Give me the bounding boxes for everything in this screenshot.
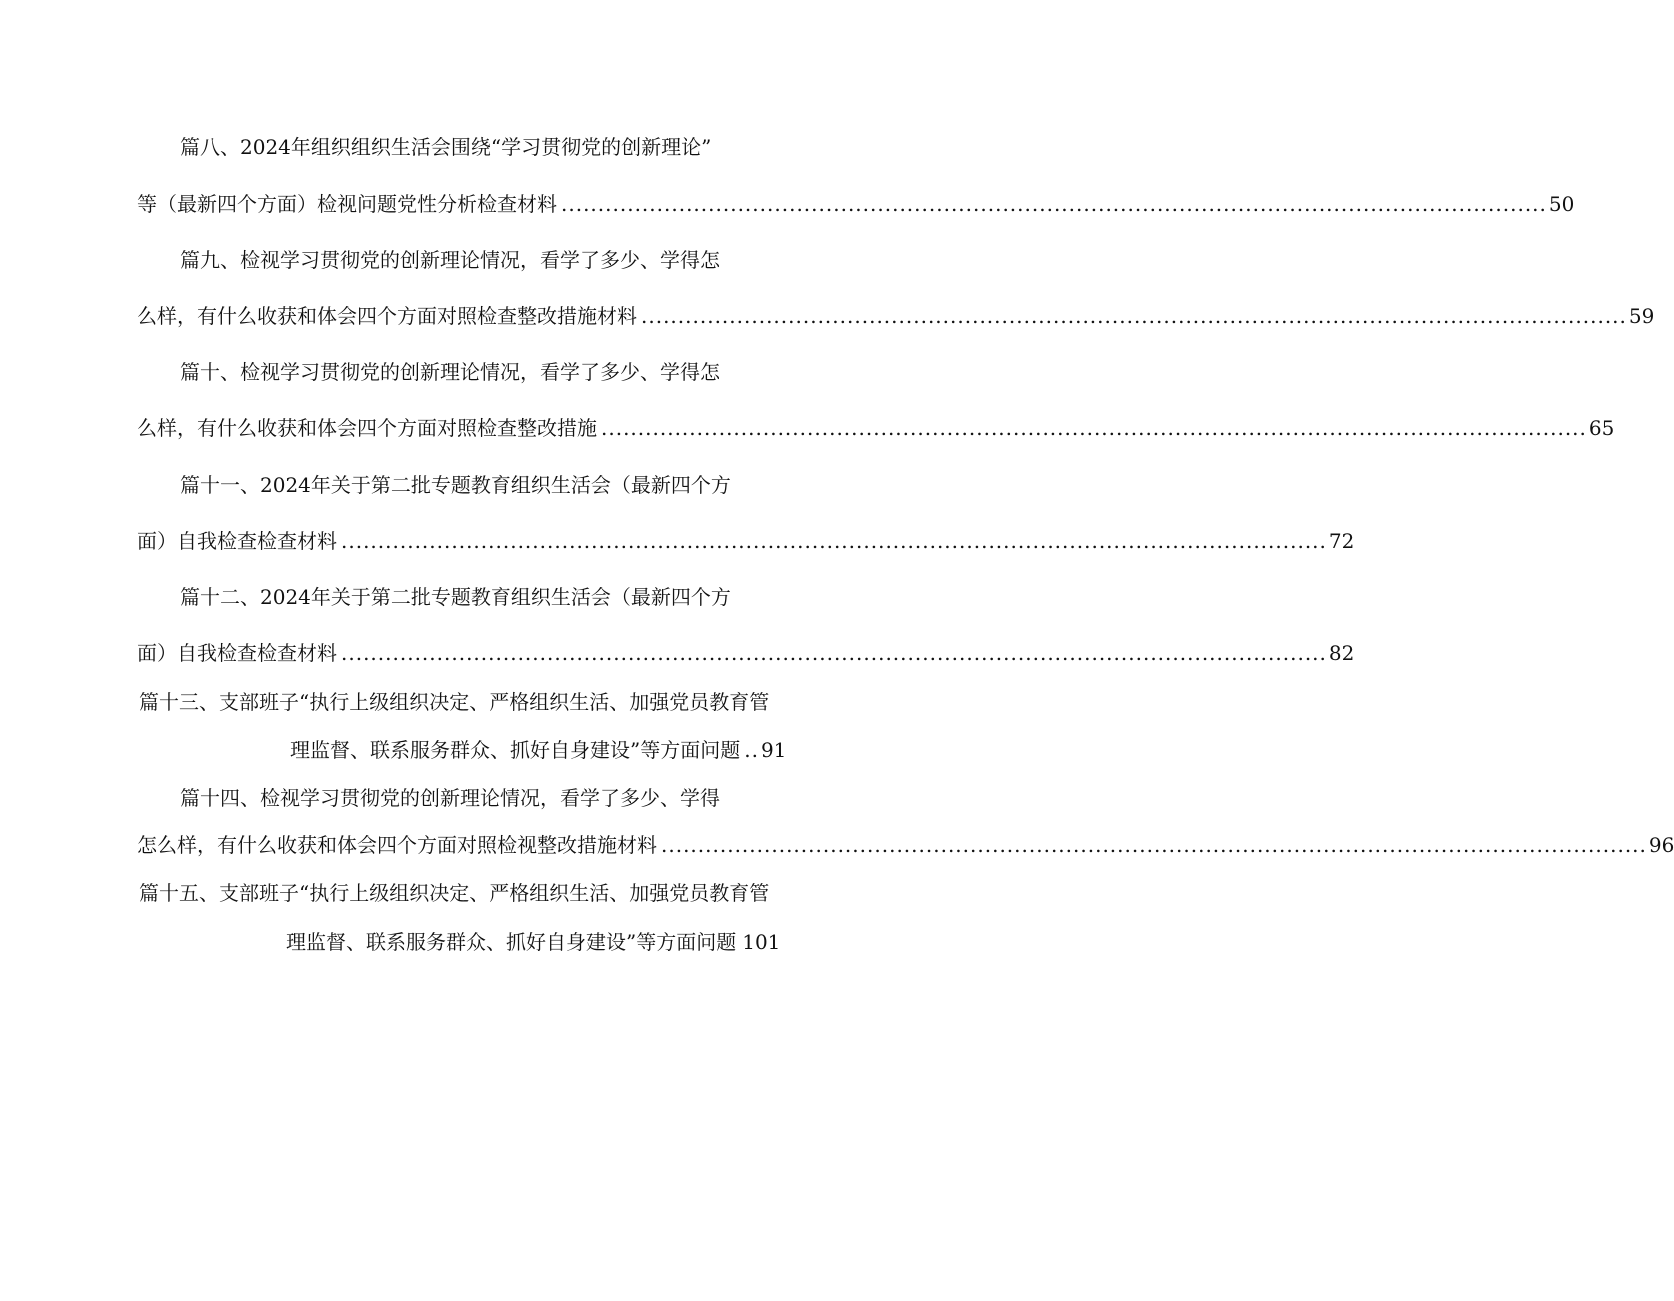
toc-entry-12-continuation[interactable]: [137, 639, 1355, 667]
toc-entry-title-line: 篇十二、2024年关于第二批专题教育组织生活会（最新四个方: [180, 585, 731, 609]
toc-page-number: 82: [1328, 641, 1355, 665]
toc-entry-title-line: 么样，有什么收获和体会四个方面对照检查整改措施: [137, 416, 597, 440]
toc-entry-title-line: 怎么样，有什么收获和体会四个方面对照检视整改措施材料: [137, 833, 657, 857]
toc-entry-title-line: 面）自我检查检查材料: [137, 641, 337, 665]
toc-entry-title-line: 么样，有什么收获和体会四个方面对照检查整改措施材料: [137, 304, 637, 328]
toc-entry-title-line: 篇八、2024年组织组织生活会围绕“学习贯彻党的创新理论”: [180, 135, 712, 159]
toc-page-number: 91: [760, 738, 787, 762]
toc-entry-15-title[interactable]: [139, 879, 769, 907]
toc-page-number: 101: [742, 930, 781, 954]
dot-leader: ......................................................................................................................................: [661, 833, 1647, 857]
toc-entry-title-line: 理监督、联系服务群众、抓好自身建设”等方面问题: [290, 738, 741, 762]
toc-page-number: 72: [1328, 529, 1355, 553]
toc-entry-8-continuation[interactable]: [137, 190, 1575, 218]
toc-entry-12-title[interactable]: [180, 583, 731, 611]
dot-leader: ......................................................................................................................................: [601, 416, 1587, 440]
toc-entry-title-line: 篇十、检视学习贯彻党的创新理论情况，看学了多少、学得怎: [180, 360, 720, 384]
toc-entry-title-line: 篇十一、2024年关于第二批专题教育组织生活会（最新四个方: [180, 473, 731, 497]
toc-entry-title-line: 面）自我检查检查材料: [137, 529, 337, 553]
toc-entry-title-line: 篇十五、支部班子“执行上级组织决定、严格组织生活、加强党员教育管: [139, 881, 770, 905]
toc-entry-title-line: 篇十三、支部班子“执行上级组织决定、严格组织生活、加强党员教育管: [139, 690, 770, 714]
toc-entry-11-title[interactable]: [180, 471, 731, 499]
toc-page-number: 96: [1648, 833, 1674, 857]
dot-leader: ......................................................................................................................................: [641, 304, 1627, 328]
toc-entry-title-line: 篇十四、检视学习贯彻党的创新理论情况，看学了多少、学得: [180, 786, 720, 810]
dot-leader: ......................................................................................................................................: [341, 529, 1327, 553]
toc-entry-14-title[interactable]: [180, 784, 720, 812]
toc-entry-14-continuation[interactable]: [137, 831, 1674, 859]
dot-leader: ..: [744, 738, 759, 762]
toc-entry-9-continuation[interactable]: [137, 302, 1655, 330]
dot-leader: ......................................................................................................................................: [561, 192, 1547, 216]
toc-entry-8-title[interactable]: [180, 133, 711, 161]
toc-entry-10-title[interactable]: [180, 358, 720, 386]
toc-entry-13-continuation[interactable]: [290, 736, 787, 764]
toc-entry-13-title[interactable]: [139, 688, 769, 716]
toc-page-number: 59: [1628, 304, 1655, 328]
toc-page-number: 65: [1588, 416, 1615, 440]
dot-leader: ......................................................................................................................................: [341, 641, 1327, 665]
toc-entry-11-continuation[interactable]: [137, 527, 1355, 555]
toc-entry-title-line: 理监督、联系服务群众、抓好自身建设”等方面问题: [286, 930, 737, 954]
toc-entry-9-title[interactable]: [180, 246, 720, 274]
toc-entry-15-continuation[interactable]: [286, 928, 781, 956]
toc-entry-title-line: 等（最新四个方面）检视问题党性分析检查材料: [137, 192, 557, 216]
toc-page-number: 50: [1548, 192, 1575, 216]
toc-entry-title-line: 篇九、检视学习贯彻党的创新理论情况，看学了多少、学得怎: [180, 248, 720, 272]
toc-entry-10-continuation[interactable]: [137, 414, 1615, 442]
